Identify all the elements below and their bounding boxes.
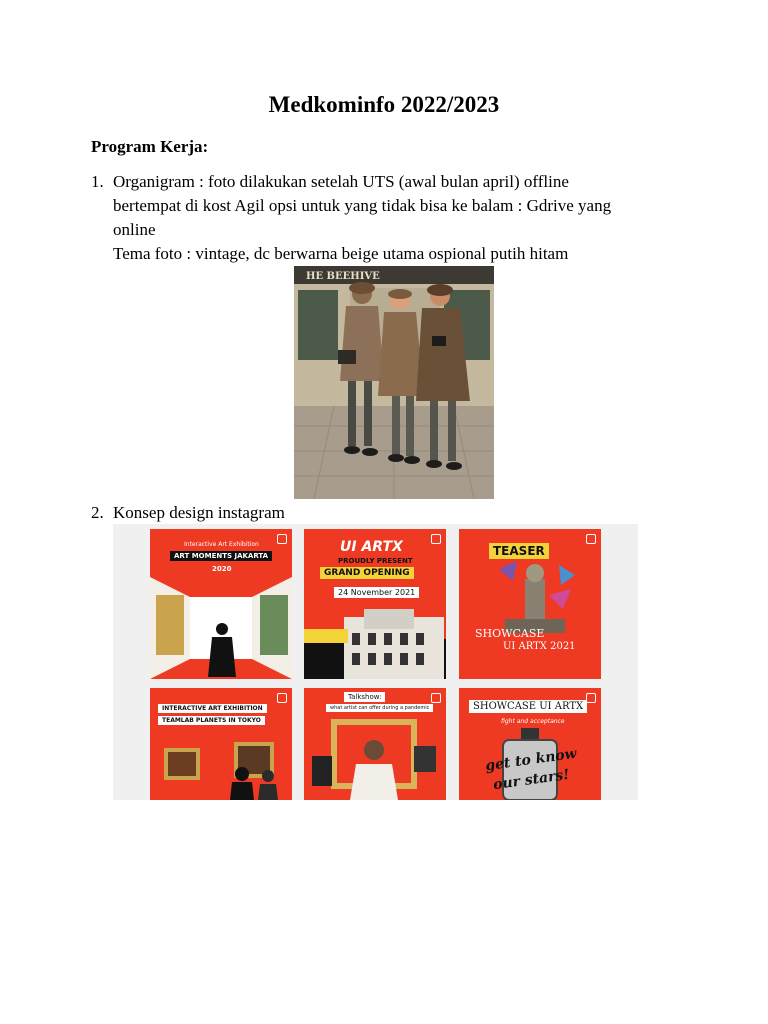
list-number: 2. [91, 503, 104, 522]
instagram-post-art-moments [150, 529, 292, 679]
post-date: 24 November 2021 [334, 587, 419, 598]
post-script-text: get to know [484, 745, 578, 775]
multi-image-icon [277, 693, 287, 703]
gallery-illustration [150, 577, 292, 679]
post-small-text: Interactive Art Exhibition [184, 541, 259, 548]
document-title: Medkominfo 2022/2023 [268, 92, 500, 117]
museum-visitors-photo [150, 732, 292, 800]
instagram-post-teamlab [150, 688, 292, 800]
instagram-design-grid [113, 524, 638, 800]
post-script-text: our stars! [492, 766, 571, 794]
post-label: GRAND OPENING [320, 567, 414, 579]
post-caption: UI ARTX 2021 [503, 641, 576, 652]
post-small-text: Talkshow: [344, 692, 385, 702]
post-label: INTERACTIVE ART EXHIBITION [158, 704, 267, 713]
list-line: bertempat di kost Agil opsi untuk yang tidak bisa ke balam : Gdrive yang [113, 196, 612, 215]
list-number: 1. [91, 172, 104, 191]
shop-sign: HE BEEHIVE [306, 271, 380, 282]
post-year: 2020 [212, 565, 232, 573]
list-line: Konsep design instagram [113, 503, 285, 522]
post-small-text: what artist can offer during a pandemic [326, 704, 433, 712]
vintage-group-photo [294, 266, 494, 499]
multi-image-icon [277, 534, 287, 544]
building-collage [304, 609, 446, 679]
post-label: TEAMLAB PLANETS IN TOKYO [158, 716, 265, 725]
instagram-post-talkshow [304, 688, 446, 800]
multi-image-icon [431, 534, 441, 544]
post-caption: SHOWCASE [475, 627, 545, 640]
instagram-post-teaser [459, 529, 601, 679]
post-label: SHOWCASE UI ARTX [469, 700, 587, 713]
post-label: TEASER [489, 543, 549, 559]
section-heading: Program Kerja: [91, 137, 209, 156]
list-line: Organigram : foto dilakukan setelah UTS (awal bulan april) offline [113, 172, 569, 191]
multi-image-icon [586, 534, 596, 544]
post-small-text: PROUDLY PRESENT [338, 557, 413, 565]
multi-image-icon [586, 693, 596, 703]
post-label: ART MOMENTS JAKARTA [170, 551, 272, 561]
instagram-post-grand-opening [304, 529, 446, 679]
multi-image-icon [431, 693, 441, 703]
post-small-text: fight and acceptance [501, 718, 565, 725]
list-line: Tema foto : vintage, dc berwarna beige utama ospional putih hitam [113, 244, 569, 263]
instagram-post-showcase [459, 688, 601, 800]
list-line: online [113, 220, 156, 239]
post-brand: UI ARTX [340, 539, 403, 555]
speaker-collage [304, 716, 446, 800]
